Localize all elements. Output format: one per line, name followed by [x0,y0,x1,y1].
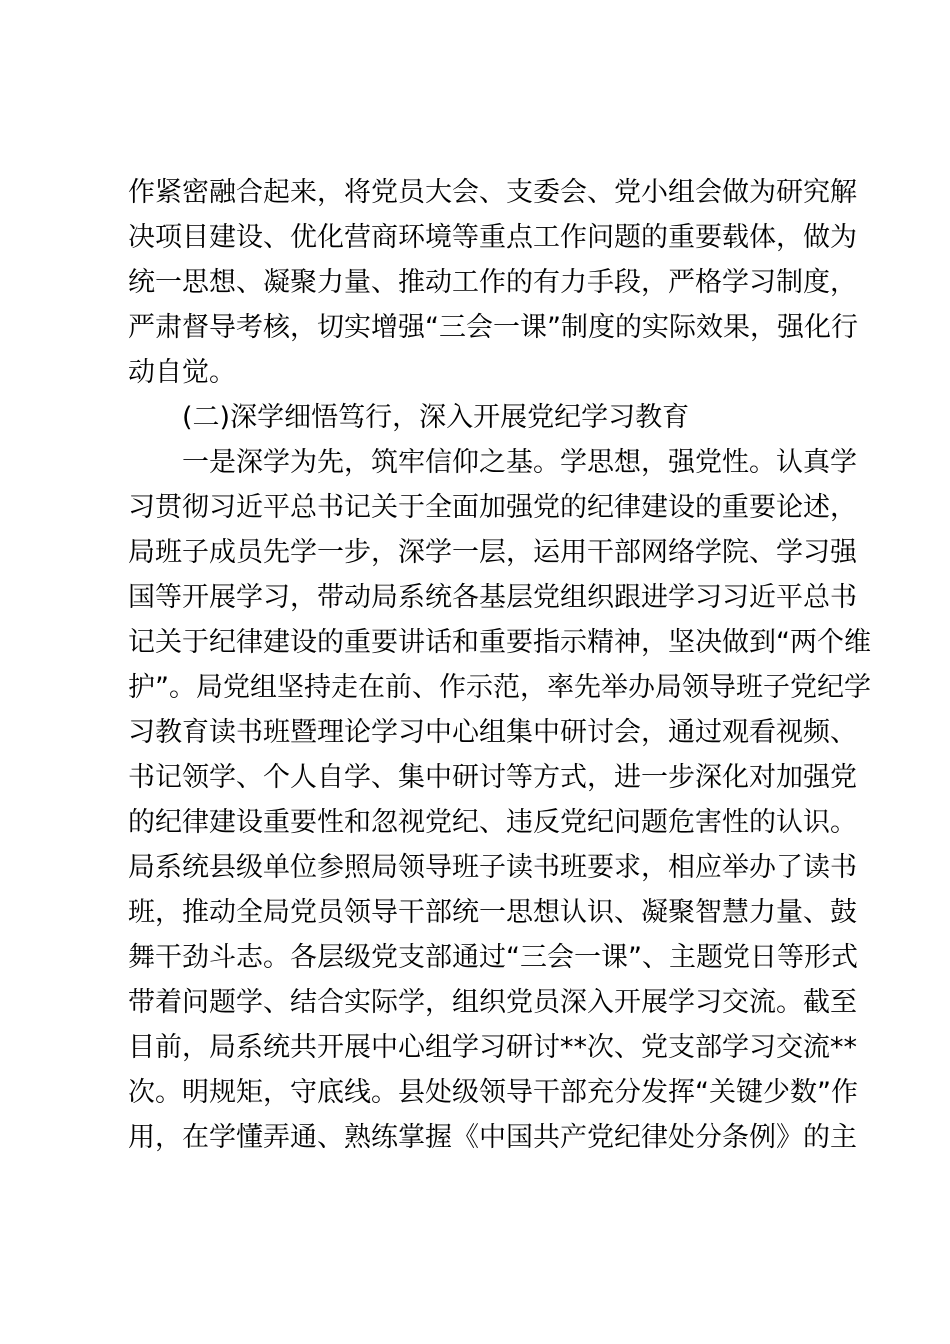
text-line: 局系统县级单位参照局领导班子读书班要求，相应举办了读书 [128,852,857,883]
text-line: 作紧密融合起来，将党员大会、支委会、党小组会做为研究解 [128,177,857,208]
text-line: 的纪律建设重要性和忽视党纪、违反党纪问题危害性的认识。 [128,807,857,838]
text-line: 用，在学懂弄通、熟练掌握《中国共产党纪律处分条例》的主 [128,1122,857,1153]
text-line: 严肃督导考核，切实增强“三会一课”制度的实际效果，强化行 [128,312,858,343]
text-line: 记关于纪律建设的重要讲话和重要指示精神，坚决做到“两个维 [128,627,871,658]
document-body [128,170,871,1160]
text-line: 局班子成员先学一步，深学一层，运用干部网络学院、学习强 [128,537,857,568]
text-line: 书记领学、个人自学、集中研讨等方式，进一步深化对加强党 [128,762,857,793]
text-line: 习教育读书班暨理论学习中心组集中研讨会，通过观看视频、 [128,717,857,748]
text-line: 带着问题学、结合实际学，组织党员深入开展学习交流。截至 [128,987,857,1018]
text-line: 班，推动全局党员领导干部统一思想认识、凝聚智慧力量、鼓 [128,897,857,928]
text-line: 舞干劲斗志。各层级党支部通过“三会一课”、主题党日等形式 [128,942,858,973]
section-heading: (二)深学细悟笃行，深入开展党纪学习教育 [182,402,690,433]
text-line: 习贯彻习近平总书记关于全面加强党的纪律建设的重要论述， [128,492,857,523]
text-line: 国等开展学习，带动局系统各基层党组织跟进学习习近平总书 [128,582,857,613]
text-line: 动自觉。 [128,357,236,388]
text-line: 统一思想、凝聚力量、推动工作的有力手段，严格学习制度， [128,267,857,298]
text-line: 次。明规矩，守底线。县处级领导干部充分发挥“关键少数”作 [128,1077,858,1108]
text-line: 决项目建设、优化营商环境等重点工作问题的重要载体，做为 [128,222,857,253]
text-line: 目前，局系统共开展中心组学习研讨**次、党支部学习交流** [128,1032,857,1063]
text-line: 护”。局党组坚持走在前、作示范，率先举办局领导班子党纪学 [128,672,871,703]
text-line: 一是深学为先，筑牢信仰之基。学思想，强党性。认真学 [182,447,857,478]
